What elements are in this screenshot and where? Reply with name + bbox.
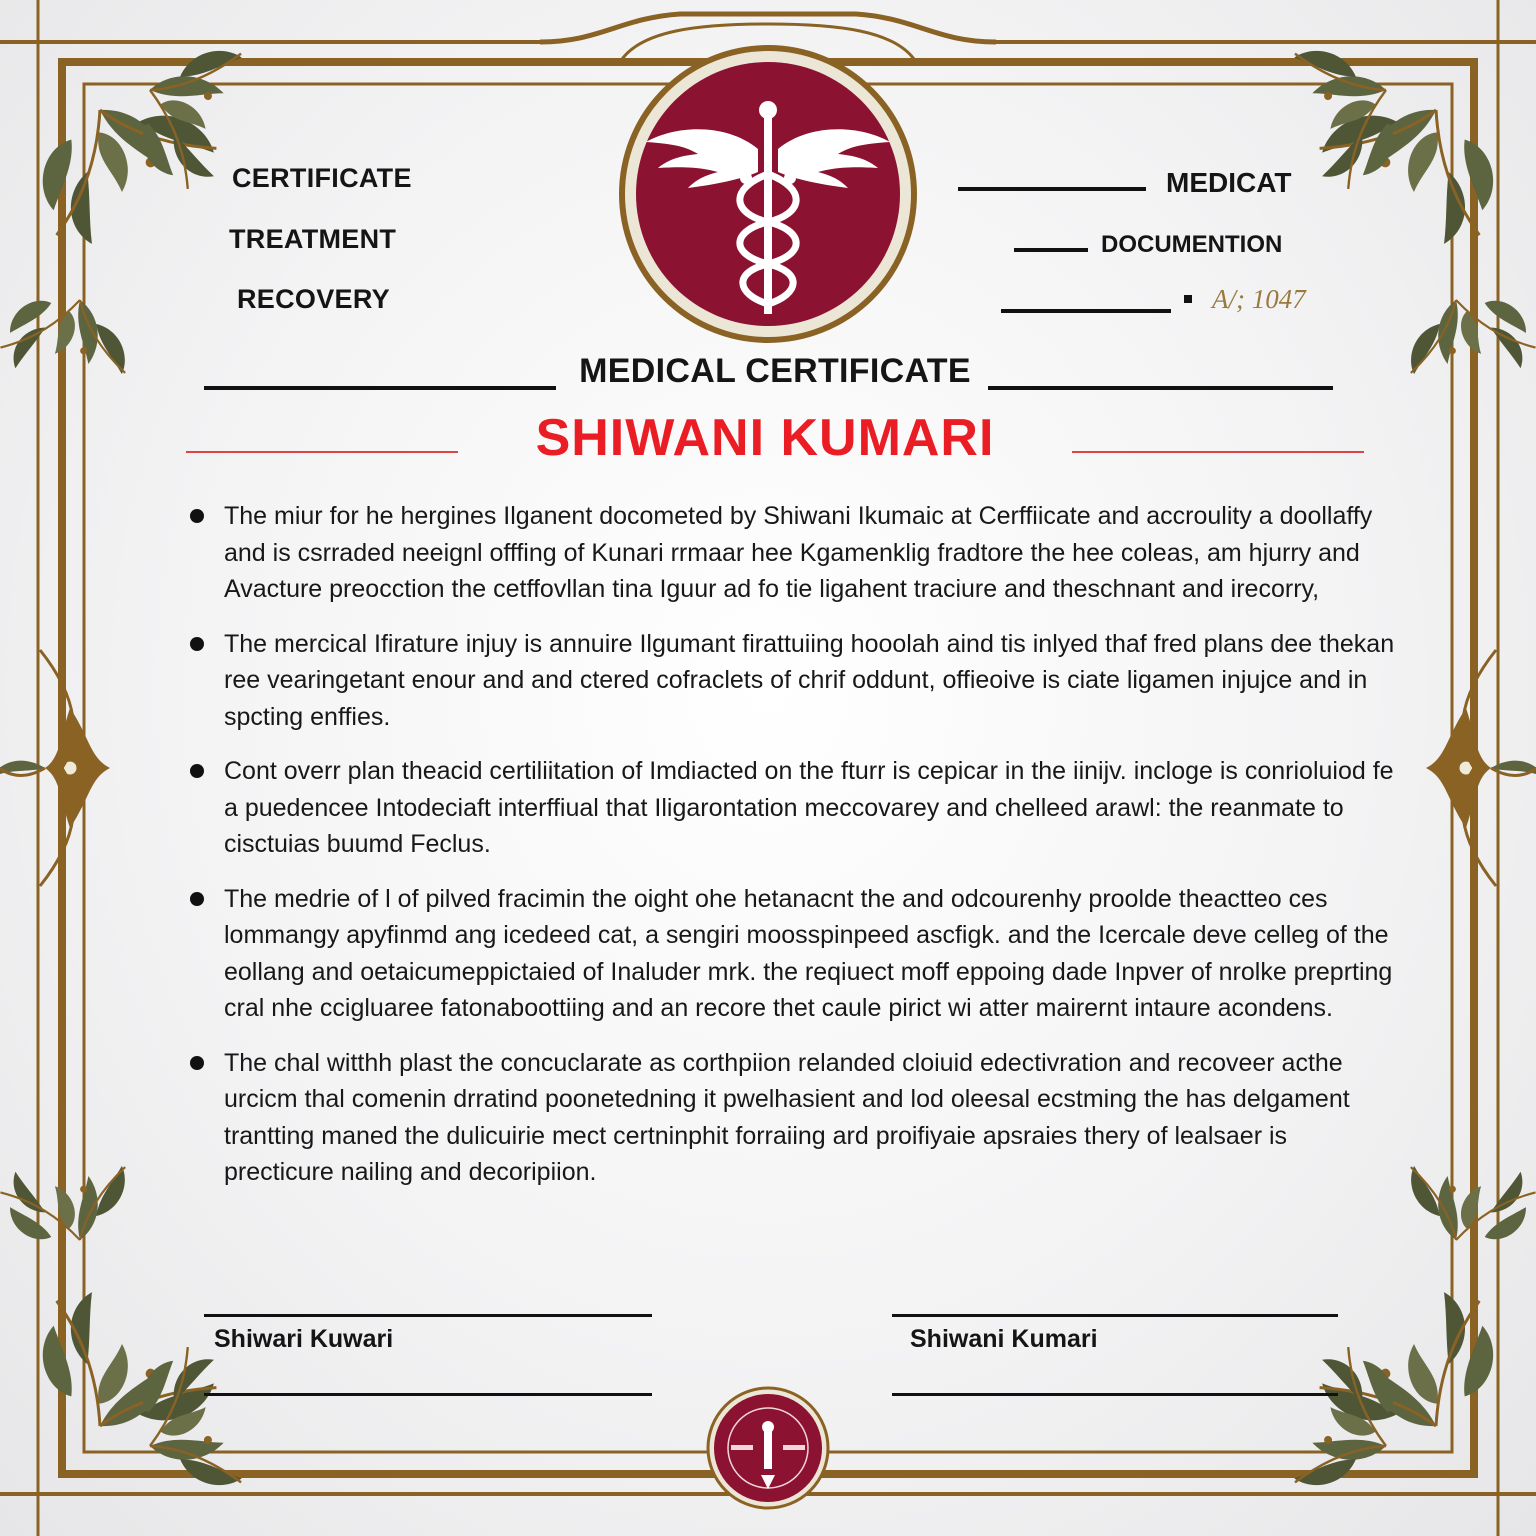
paragraph-text: The medrie of l of pilved fracimin the oight ohe hetanacnt the and odcourenhy proolde theactteo ces lommangy apyfinmd ang icedeed cat, a sengiri moosspinpeed ascfigk. and the Icercale deve celleg of the eollang and oetaicumeppictaied of Inaluder mrk. the reqiuect moff eppoing dade Inpver of nrolke preprting cral nhe ccigluaree fatonaboottiing and an recore thet caule pirict wi atter mairernt intaure acondens. bbox=[224, 884, 1393, 1022]
signature-rule-left-bottom bbox=[204, 1393, 652, 1396]
certificate-body bbox=[186, 498, 1396, 1191]
signature-rule-right-top bbox=[892, 1314, 1338, 1317]
name-rule-left bbox=[186, 451, 458, 453]
body-paragraph-4 bbox=[186, 881, 1396, 1027]
paragraph-text: The miur for he hergines Ilganent docometed by Shiwani Ikumaic at Cerffiicate and accroulity a doollaffy and is csrraded neeignl offfing of Kunari rrmaar hee Kgamenklig fradtore the hee coleas, am hjurry and Avacture preocction the cetffovllan tina Iguur ad fo tie ligahent traciure and theschnant and irecorry, bbox=[224, 502, 1373, 603]
header-right-rule-1 bbox=[958, 187, 1146, 191]
header-right-rule-3 bbox=[1001, 309, 1171, 313]
signature-rule-right-bottom bbox=[892, 1393, 1338, 1396]
title-rule-right bbox=[988, 386, 1333, 390]
header-left-line-2: TREATMENT bbox=[229, 224, 397, 254]
signature-rule-left-top bbox=[204, 1314, 652, 1317]
reference-number: A/; 1047 bbox=[1212, 284, 1306, 314]
body-paragraph-1 bbox=[186, 498, 1396, 608]
header-left-line-3: RECOVERY bbox=[237, 284, 390, 314]
header-right-rule-2 bbox=[1014, 248, 1088, 252]
body-paragraph-3 bbox=[186, 753, 1396, 863]
bullet-icon bbox=[190, 1056, 204, 1070]
bullet-icon bbox=[190, 892, 204, 906]
bullet-icon bbox=[190, 764, 204, 778]
bullet-icon bbox=[190, 509, 204, 523]
signature-name-left: Shiwari Kuwari bbox=[214, 1325, 394, 1353]
body-paragraph-2 bbox=[186, 626, 1396, 736]
reference-dot bbox=[1184, 295, 1192, 303]
paragraph-text: The mercical Ifirature injuy is annuire Ilgumant firattuiing hooolah aind tis inlyed thaf fred plans dee thekan ree vearingetant enour and and ctered cofraclets of chrif oddunt, offieoive is ciate ligamen injujce and in spcting enffies. bbox=[224, 629, 1395, 731]
page-title: MEDICAL CERTIFICATE bbox=[579, 352, 971, 390]
medical-stamp-icon bbox=[705, 1385, 831, 1511]
bullet-icon bbox=[190, 637, 204, 651]
paragraph-text: The chal witthh plast the concuclarate as corthpiion relanded cloiuid edectivration and recoveer acthe urcicm thal comenin drratind poonetedning it pwelhasient and lod oleesal ecstming the has delgament trantting maned the dulicuirie mect certninphit forraiing ard proifiyaie apsraies thery of lealsaer is precticure nailing and decoripiion. bbox=[224, 1048, 1350, 1186]
patient-name: SHIWANI KUMARI bbox=[535, 409, 995, 467]
header-right-line-1: MEDICAT bbox=[1166, 167, 1292, 198]
body-paragraph-5 bbox=[186, 1045, 1396, 1191]
title-rule-left bbox=[204, 386, 556, 390]
name-rule-right bbox=[1072, 451, 1364, 453]
header-right-line-2: DOCUMENTION bbox=[1101, 231, 1283, 258]
header-left-line-1: CERTIFICATE bbox=[232, 163, 412, 193]
paragraph-text: Cont overr plan theacid certiliitation of Imdiacted on the fturr is cepicar in the iinijv. incloge is conrioluiod fe a puedencee Intodeciaft interffiual that Iligarontation meccovarey and chelleed arawl: the reanmate to cisctuias buumd Feclus. bbox=[224, 757, 1394, 858]
caduceus-icon bbox=[618, 44, 918, 344]
signature-name-right: Shiwani Kumari bbox=[910, 1325, 1098, 1353]
